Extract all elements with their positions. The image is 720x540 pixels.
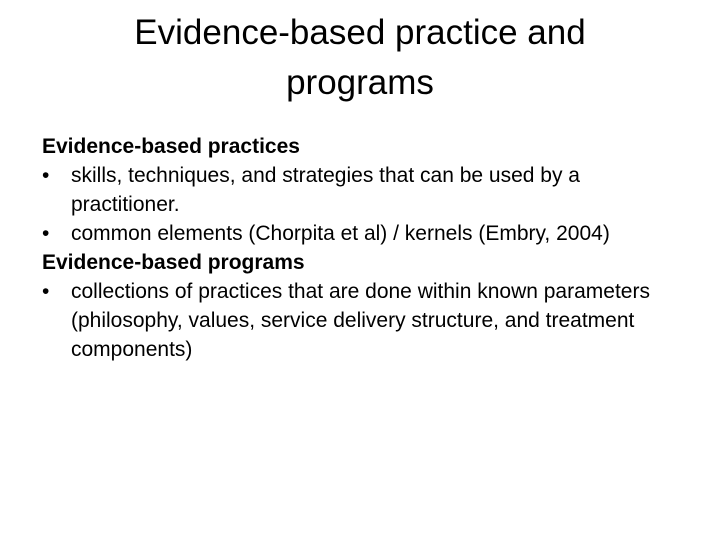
slide-body <box>42 132 682 364</box>
slide-title: Evidence-based practice and programs <box>134 13 586 102</box>
bullet-item <box>42 277 682 364</box>
bullet-text: collections of practices that are done within known parameters (philosophy, values, service delivery structure, and treatment components) <box>71 280 650 361</box>
bullet-text: common elements (Chorpita et al) / kernels (Embry, 2004) <box>71 222 610 245</box>
bullet-icon: • <box>42 222 50 245</box>
bullet-text: skills, techniques, and strategies that can be used by a practitioner. <box>71 164 580 216</box>
bullet-icon: • <box>42 280 50 303</box>
section-heading-practices: Evidence-based practices <box>42 135 300 158</box>
bullet-icon: • <box>42 164 50 187</box>
bullet-item <box>42 161 682 219</box>
bullet-item <box>42 219 682 248</box>
section-heading-programs: Evidence-based programs <box>42 251 305 274</box>
